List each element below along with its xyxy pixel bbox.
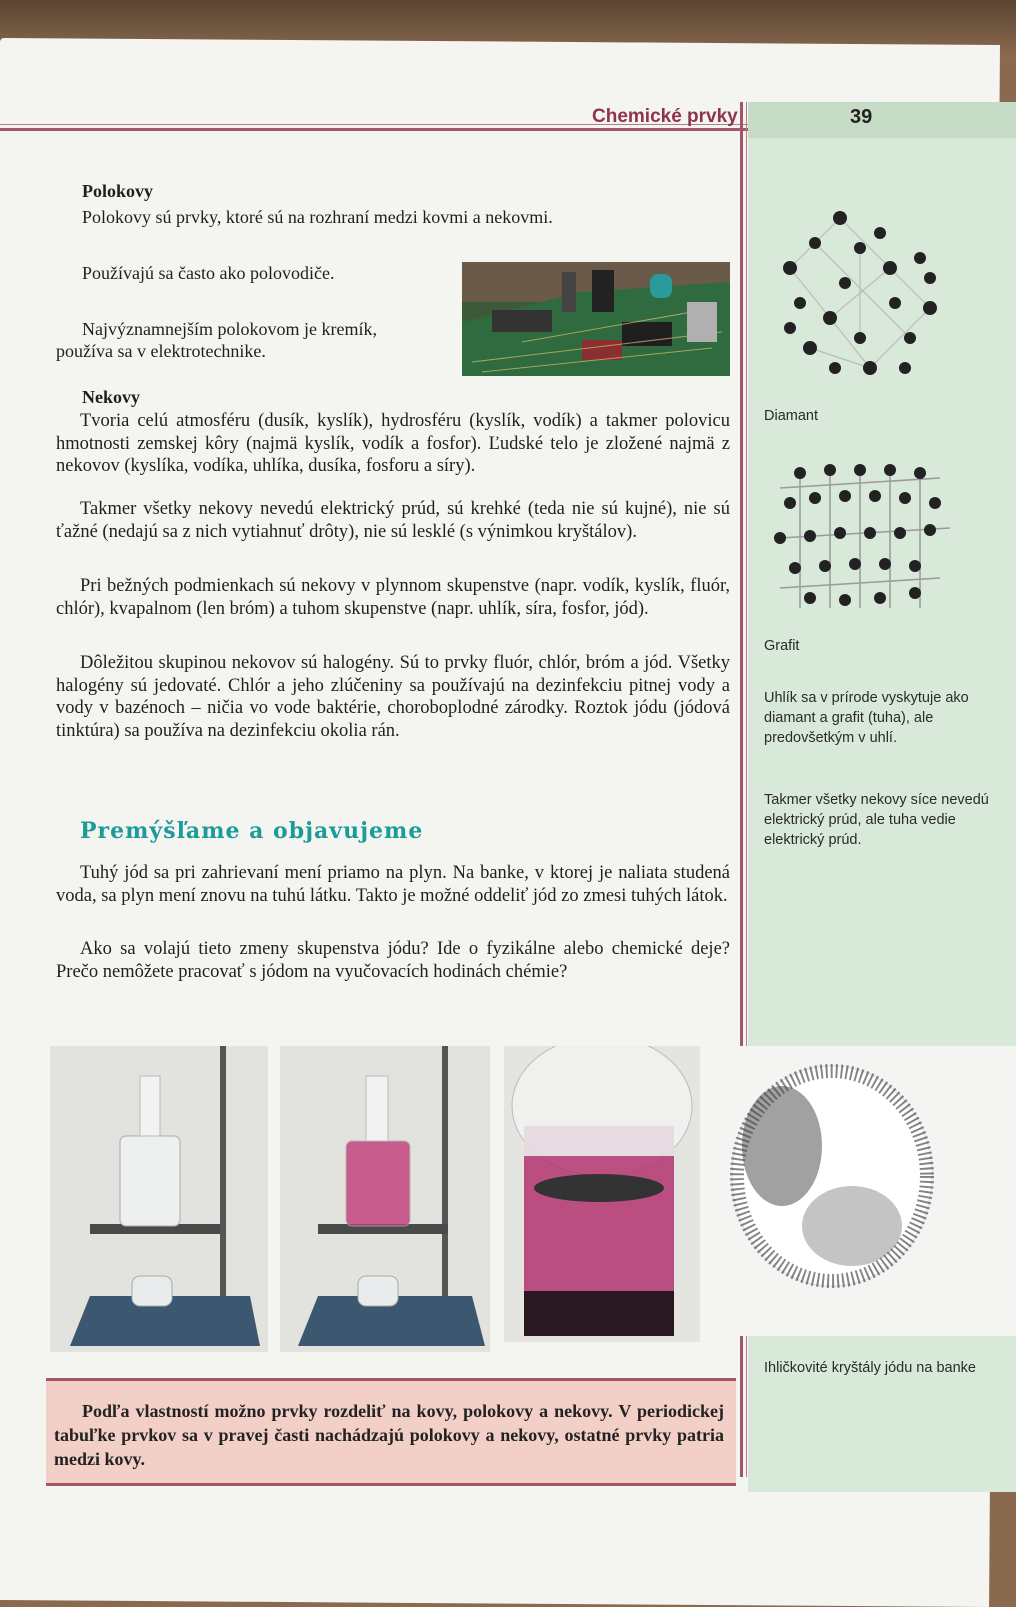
experiment-photo-1: [50, 1046, 268, 1352]
sidebar-note-carbon: Uhlík sa v prírode vyskytuje ako diamant a grafit (tuha), ale predovšetkým v uhlí.: [764, 690, 969, 746]
summary-box: [46, 1378, 736, 1486]
polokovy-definition: Polokovy sú prvky, ktoré sú na rozhraní medzi kovmi a nekovmi.: [82, 207, 553, 227]
chapter-title: Chemické prvky: [592, 106, 738, 127]
polokovy-silicon-line2: používa sa v elektrotechnike.: [56, 341, 266, 361]
summary-text: Podľa vlastností možno prvky rozdeliť na kovy, polokovy a nekovy. V periodickej tabuľke prvkov sa v pravej časti nachádzajú polokovy a nekovy, ostatné prvky patria medzi kovy.: [54, 1401, 724, 1469]
diamond-structure-model: [770, 208, 950, 388]
nekovy-paragraph-3: Pri bežných podmienkach sú nekovy v plynnom skupenstve (napr. vodík, kyslík, fluór, chlór), kvapalnom (len bróm) a tuhom skupenstve (napr. uhlík, síra, fosfor, jód).: [56, 576, 730, 619]
experiment-photo-3: [504, 1046, 700, 1342]
caption-grafit: Grafit: [764, 638, 800, 654]
nekovy-paragraph-4: Dôležitou skupinou nekovov sú halogény. Sú to prvky fluór, chlór, bróm a jód. Všetky halogény sú jedovaté. Chlór a jeho zlúčeniny sa používajú na dezinfekciu pitnej vody a vody v bazénoch – ničia vo vode baktérie, choroboplodné zárodky. Roztok jódu (jódová tinktúra) sa používa na dezinfekciu okolia rán.: [56, 653, 730, 741]
heading-explore: Premýšľame a objavujeme: [80, 818, 424, 844]
explore-paragraph-2: Ako sa volajú tieto zmeny skupenstva jódu? Ide o fyzikálne alebo chemické deje? Prečo nemôžete pracovať s jódom na vyučovacích hodinách chémie?: [56, 939, 730, 982]
iodine-crystals-photo: [712, 1046, 1016, 1336]
polokovy-semiconductors: Používajú sa často ako polovodiče.: [82, 263, 335, 283]
nekovy-paragraph-1: Tvoria celú atmosféru (dusík, kyslík), hydrosféru (kyslík, vodík) a takmer polovicu hmotnosti zemskej kôry (najmä kyslík, vodík a fosfor). Ľudské telo je zložené najmä z nekovov (kyslíka, vodíka, uhlíka, dusíka, fosforu a síry).: [56, 411, 730, 476]
polokovy-silicon-line1: Najvýznamnejším polokovom je kremík,: [82, 319, 377, 339]
experiment-photo-2: [280, 1046, 490, 1352]
nekovy-paragraph-2: Takmer všetky nekovy nevedú elektrický prúd, sú krehké (teda nie sú kujné), nie sú ťažné (nedajú sa z nich vytiahnuť drôty), nie sú lesklé (s výnimkou kryštálov).: [56, 499, 730, 542]
sidebar-header-band: [748, 102, 1016, 138]
explore-paragraph-1: Tuhý jód sa pri zahrievaní mení priamo na plyn. Na banke, v ktorej je naliata studená voda, sa plyn mení znovu na tuhú látku. Takto je možné oddeliť jód zo zmesi tuhých látok.: [56, 863, 730, 906]
caption-diamant: Diamant: [764, 408, 818, 424]
caption-iodine-crystals: Ihličkovité kryštály jódu na banke: [764, 1360, 976, 1376]
circuit-board-photo: [462, 262, 730, 376]
page-number: 39: [850, 106, 873, 128]
graphite-structure-model: [770, 458, 960, 618]
heading-polokovy: Polokovy: [82, 181, 154, 201]
heading-nekovy: Nekovy: [82, 387, 140, 407]
header-rule: [0, 128, 748, 131]
sidebar-note-conductivity: Takmer všetky nekovy síce nevedú elektrický prúd, ale tuha vedie elektrický prúd.: [764, 792, 989, 848]
